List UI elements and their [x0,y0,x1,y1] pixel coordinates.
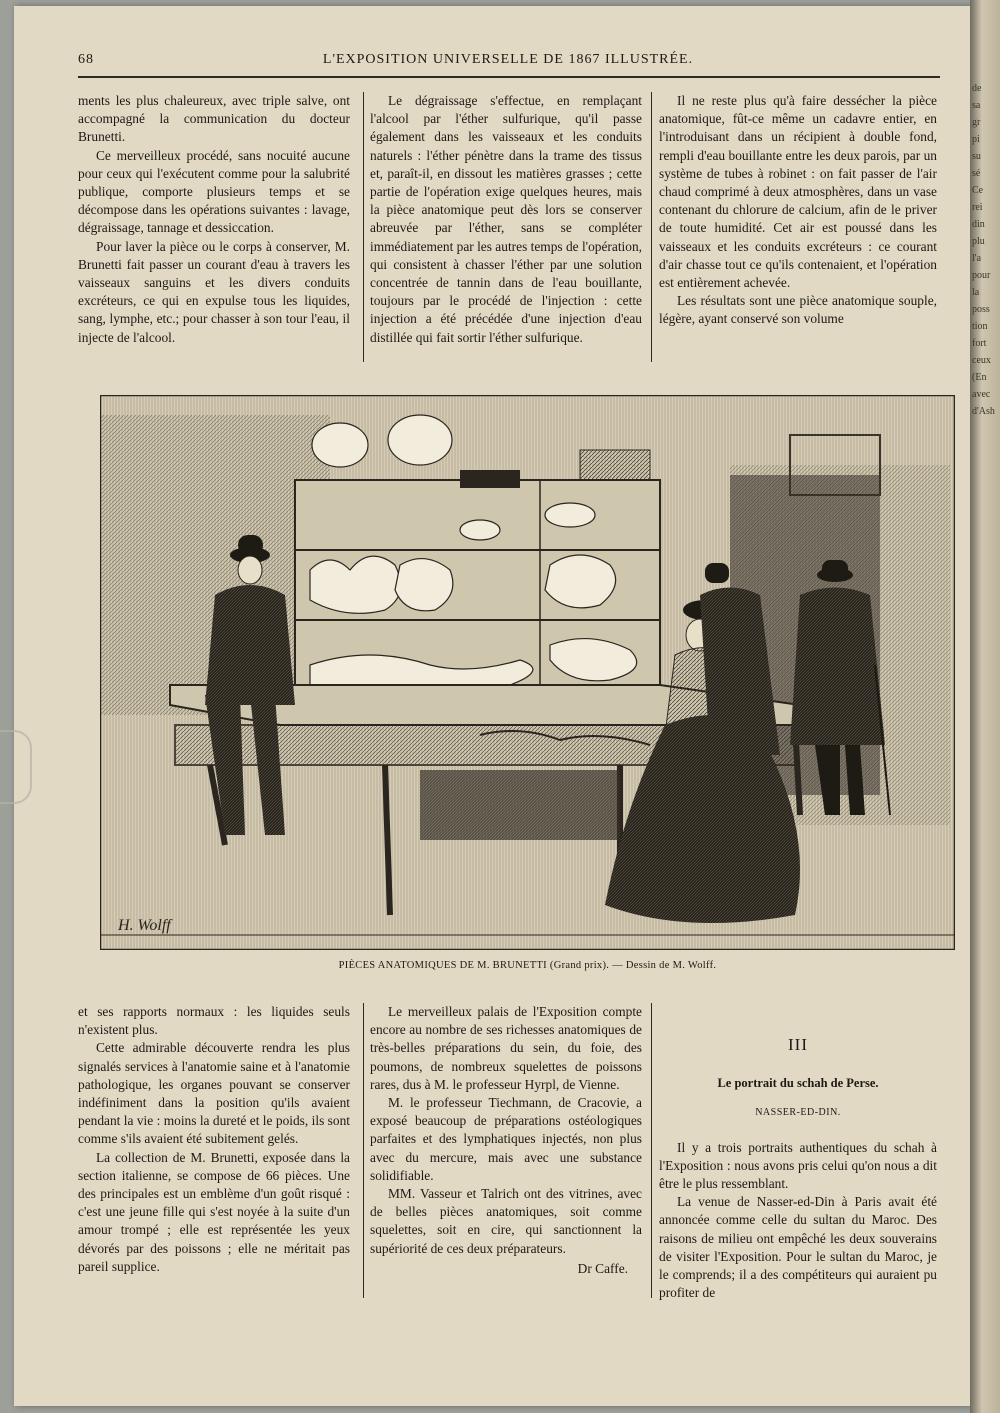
paragraph: La venue de Nasser-ed-Din à Paris avait été annoncée comme celle du sultan du Maroc. Des raisons de milieu ont empêché les deux souverains de visiter l'Exposition. Pour le sultan du Maroc, je le comprends; il a des compétiteurs qui auraient pu profiter de [659,1194,937,1301]
paragraph: et ses rapports normaux : les liquides seuls n'existent plus. [78,1004,350,1038]
section-subtitle: NASSER-ED-DIN. [755,1107,841,1119]
spine-fragment: tion [972,321,988,332]
publication-title: L'EXPOSITION UNIVERSELLE DE 1867 ILLUSTRÉE. [322,52,694,67]
bottom-column-1 [78,1003,350,1276]
paragraph: Le dégraissage s'effectue, en remplaçant l'alcool par l'éther sulfurique, qu'il passe également dans les vaisseaux et les conduits naturels : l'éther pénètre dans la trame des tissus et, paraît-il, en dissout les matières grasses ; cette partie de l'opération exige quelques heures, mais la pièce anatomique peut dès lors se conserver abreuvée par l'éther, sans se compléter immédiatement par les autres temps de l'opération, qui consistent à chasser l'éther par une solution concentrée de tannin dans de l'eau bouillante, toujours par le procédé de l'injection : cette injection a été précédée d'une injection d'eau distillée qui fait sortir l'éther sulfurique. [370,93,642,345]
engraver-signature: H. Wolff [118,917,171,934]
spine-fragment: ceux [972,355,991,366]
paragraph: Pour laver la pièce ou le corps à conserver, M. Brunetti fait passer un courant d'eau à travers les vaisseaux sanguins et les divers conduits excréteurs, ce qui en expulse tous les liquides, sang, lymphe, etc.; pour chasser à son tour l'eau, il injecte de l'alcool. [78,238,350,345]
top-column-1 [78,92,350,347]
paragraph: MM. Vasseur et Talrich ont des vitrines, avec de belles pièces anatomiques, soit comme squelettes, soit en cire, qui sanctionnent la supériorité de ces deux préparateurs. [370,1186,642,1256]
spine-fragment: (En [972,372,987,383]
column-rule [363,1003,364,1298]
spine-fragment: Ce [972,185,984,196]
section-title: Le portrait du schah de Perse. [717,1076,879,1091]
paragraph: Il y a trois portraits authentiques du schah à l'Exposition : nous avons pris celui qu'on nous a dit être le plus ressemblant. [659,1139,937,1192]
header-rule [78,76,940,78]
binding-spine [970,0,1000,1413]
page-number: 68 [78,52,94,67]
paragraph: M. le professeur Tiechmann, de Cracovie, a exposé beaucoup de préparations ostéologiques parfaites et des lymphatiques injectés, non plus avec du mercure, mais avec une substance solidifiable. [370,1095,642,1183]
section-body [659,1139,937,1303]
bottom-column-2 [370,1003,642,1258]
column-rule [651,1003,652,1298]
spine-fragment: rei [972,202,983,213]
spine-fragment: poss [972,304,990,315]
spine-fragment: avec [972,389,991,400]
spine-fragment: pour [972,270,991,281]
spine-fragment: pi [972,134,980,145]
section-column [659,1020,937,1302]
column-rule [651,92,652,362]
spine-fragment: din [972,219,985,230]
section-number: III [788,1035,808,1054]
bottom-column-2-wrap [370,1003,642,1278]
spine-fragment: plu [972,236,985,247]
paragraph: ments les plus chaleureux, avec triple salve, ont accompagné la communication du docteur Brunetti. [78,93,350,145]
paragraph: La collection de M. Brunetti, exposée dans la section italienne, se compose de 66 pièces. Une des principales est un emblème d'un goût risqué : c'est une jeune fille qui s'est noyée à la suite d'un amour trompé ; elle est représentée les yeux dévorés par des poissons ; elle ne méritait pas pareil supplice. [78,1149,350,1274]
author-signature: Dr Caffe. [577,1260,628,1276]
engraving-anatomical-display [100,395,955,950]
adjacent-page-fragments [972,80,998,420]
spine-fragment: gr [972,117,981,128]
spine-fragment: sé [972,168,981,179]
column-rule [363,92,364,362]
top-column-3 [659,92,937,329]
spine-fragment: sa [972,100,981,111]
paragraph: Ce merveilleux procédé, sans nocuité aucune pour ceux qui l'exécutent comme pour la salubrité publique, comporte plusieurs temps et se décompose dans les opérations suivantes : lavage, dégraissage, tannage et dessiccation. [78,147,350,236]
paragraph: Il ne reste plus qu'à faire dessécher la pièce anatomique, fût-ce même un cadavre entier, en l'introduisant dans un récipient à double fond, rempli d'eau bouillante entre les deux parois, par un système de tubes à robinet : on fait passer de l'air chaud comprimé à deux atmosphères, dans un vase contenant du chlorure de calcium, afin de le priver de toute humidité. Cet air est poussé dans les vaisseaux et les conduits excréteurs : ce courant d'air chasse tout ce qu'ils contenaient, et l'opération est entièrement achevée. [659,93,937,291]
spine-fragment: d'Ash [972,406,995,417]
illustration-caption: PIÈCES ANATOMIQUES DE M. BRUNETTI (Grand prix). — Dessin de M. Wolff. [338,960,717,971]
paragraph: Le merveilleux palais de l'Exposition compte encore au nombre de ses richesses anatomiques de très-belles préparations du sein, du foie, des poumons, de nombreux squelettes de poissons rares, dus à M. le professeur Hyrpl, de Vienne. [370,1004,642,1092]
spine-fragment: su [972,151,981,162]
running-header [78,52,938,74]
spine-fragment: la [972,287,980,298]
paper-clip-shadow [0,730,32,804]
paragraph: Les résultats sont une pièce anatomique souple, légère, ayant conservé son volume [659,293,937,327]
spine-fragment: de [972,83,982,94]
top-column-2 [370,92,642,347]
spine-fragment: fort [972,338,987,349]
paragraph: Cette admirable découverte rendra les plus signalés services à l'anatomie saine et à l'anatomie pathologique, les organes pouvant se conserver indéfiniment dans la position qu'ils avaient pendant la vie : moins la dureté et le poids, ils sont comme s'ils avaient été subitement gelés. [78,1040,350,1147]
spine-fragment: l'a [972,253,982,264]
